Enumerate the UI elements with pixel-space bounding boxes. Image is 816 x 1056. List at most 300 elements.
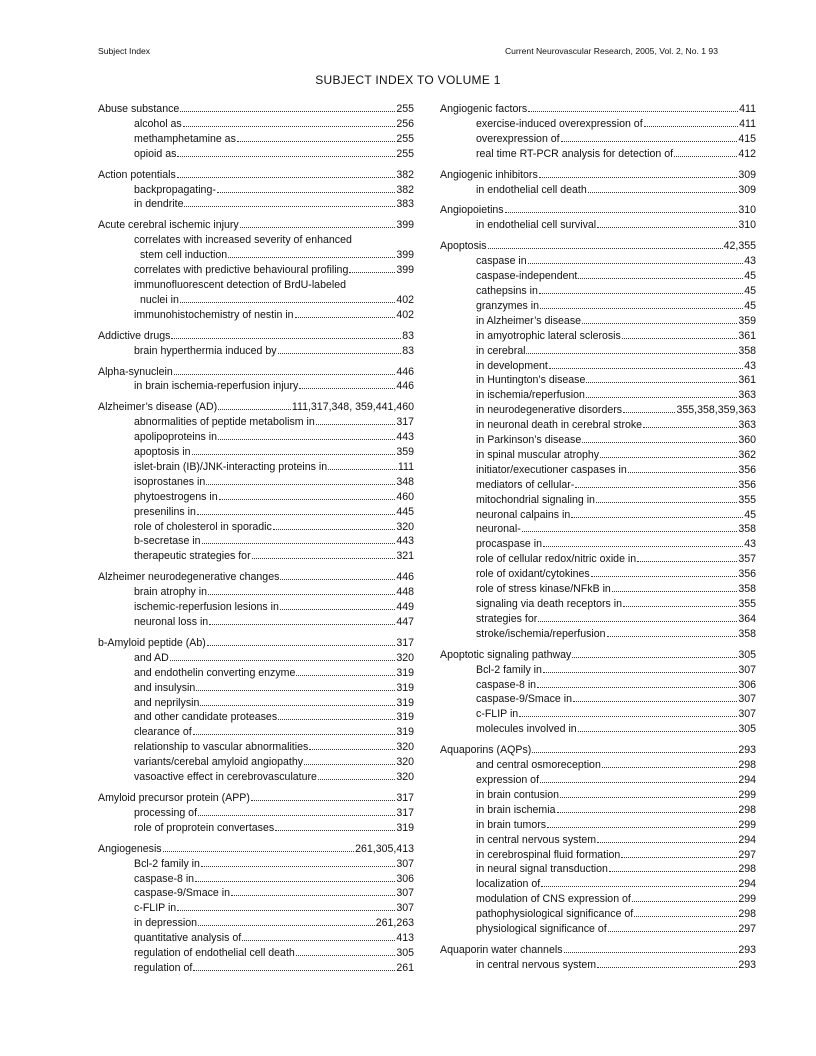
index-subentry (98, 520, 414, 535)
index-term: in ischemia/reperfusion (476, 389, 585, 402)
index-term: procaspase in (476, 538, 542, 551)
index-term: in central nervous system (476, 958, 597, 971)
index-heading-row (98, 329, 414, 344)
page-numbers: 361 (738, 374, 756, 387)
index-heading-row (98, 218, 414, 233)
dot-leader (170, 660, 396, 661)
index-term: processing of (134, 806, 198, 819)
index-term: in cerebrospinal fluid formation (476, 848, 621, 861)
index-heading-row (440, 102, 756, 117)
index-term: in brain ischemia-reperfusion injury (134, 380, 299, 393)
index-entry (440, 743, 756, 937)
page-numbers: 320 (396, 771, 414, 784)
index-heading-row (98, 636, 414, 651)
dot-leader (349, 272, 395, 273)
page-numbers: 362 (738, 448, 756, 461)
index-entry (98, 168, 414, 213)
index-subentry (440, 922, 756, 937)
index-entry (440, 203, 756, 233)
index-subentry (440, 567, 756, 582)
index-term: physiological significance of (476, 923, 607, 936)
dot-leader (278, 719, 395, 720)
index-term: vasoactive effect in cerebrovasculature (134, 771, 317, 784)
index-subentry (440, 403, 756, 418)
dot-leader (538, 621, 737, 622)
page-numbers: 358 (738, 627, 756, 640)
page-numbers: 294 (738, 833, 756, 846)
dot-leader (208, 594, 395, 595)
page-numbers: 309 (738, 168, 756, 181)
index-term: signaling via death receptors in (476, 598, 623, 610)
page-numbers: 309 (738, 183, 756, 196)
dot-leader (242, 940, 395, 941)
page-numbers: 320 (396, 741, 414, 754)
dot-leader (575, 487, 737, 488)
index-subentry (98, 344, 414, 359)
dot-leader (571, 517, 743, 518)
index-subentry (98, 931, 414, 946)
page-numbers: 382 (396, 183, 414, 196)
index-subentry (440, 508, 756, 523)
index-term: neuronal calpains in (476, 508, 571, 521)
page-numbers: 446 (396, 571, 414, 584)
page-numbers: 411 (739, 117, 756, 130)
index-term: in development (476, 359, 548, 372)
index-entry (98, 636, 414, 785)
index-subentry (98, 183, 414, 198)
index-term: in amyotrophic lateral sclerosis (476, 329, 621, 342)
page-numbers: 320 (396, 756, 414, 769)
index-term: clearance of (134, 726, 192, 739)
page-numbers: 448 (396, 586, 414, 599)
index-term: in neurodegenerative disorders (476, 404, 623, 417)
page-numbers: 443 (396, 431, 414, 444)
index-heading-row (98, 842, 414, 857)
dot-leader (252, 558, 396, 559)
page-numbers: 111 (397, 460, 414, 473)
page-numbers: 447 (396, 616, 414, 628)
page-numbers: 320 (396, 651, 414, 664)
dot-leader (564, 952, 738, 953)
index-term: role of proprotein convertases (134, 821, 275, 834)
index-term: in endothelial cell death (476, 183, 587, 196)
page-numbers: 363 (738, 419, 756, 432)
index-term: in spinal muscular atrophy (476, 448, 600, 461)
dot-leader (217, 192, 395, 193)
index-subentry (440, 388, 756, 403)
index-term: Alzheimer neurodegenerative changes (98, 571, 280, 584)
index-subentry (98, 278, 414, 293)
dot-leader (318, 779, 395, 780)
dot-leader (609, 871, 737, 872)
page-numbers: 298 (738, 863, 756, 876)
index-subentry (98, 821, 414, 836)
dot-leader (304, 764, 395, 765)
index-subentry (98, 117, 414, 132)
index-term: Abuse substance (98, 103, 180, 115)
index-subentry (440, 892, 756, 907)
index-subentry (98, 886, 414, 901)
index-term: therapeutic strategies for (134, 550, 251, 563)
index-term: in brain ischemia (476, 803, 556, 816)
index-term: quantitative analysis of (134, 932, 242, 945)
index-term: caspase in (476, 255, 527, 268)
index-subentry (98, 263, 414, 278)
dot-leader (621, 857, 737, 858)
index-term: brain atrophy in (134, 586, 208, 599)
index-subentry (98, 505, 414, 520)
page-numbers: 358 (738, 583, 756, 596)
dot-leader (607, 636, 738, 637)
dot-leader (526, 353, 737, 354)
index-subentry (98, 946, 414, 961)
page-numbers: 319 (396, 666, 414, 679)
page-numbers: 358 (738, 344, 756, 357)
dot-leader (547, 827, 737, 828)
dot-leader (251, 800, 395, 801)
dot-leader (586, 397, 737, 398)
index-term: Alpha-synuclein (98, 365, 173, 378)
page-numbers: 446 (396, 380, 414, 393)
page-numbers: 399 (396, 249, 414, 262)
page-numbers: 317 (396, 636, 414, 649)
index-term: immunofluorescent detection of BrdU-labeled (134, 278, 346, 291)
index-term: in brain tumors (476, 818, 547, 831)
index-heading-row (98, 168, 414, 183)
page-numbers: 83 (402, 329, 414, 342)
dot-leader (180, 302, 395, 303)
index-term: Action potentials (98, 168, 176, 181)
dot-leader (296, 675, 395, 676)
page-numbers: 307 (396, 902, 414, 915)
index-term: brain hyperthermia induced by (134, 344, 277, 357)
dot-leader (316, 424, 396, 425)
page-numbers: 359 (738, 314, 756, 327)
index-heading-row (98, 102, 414, 117)
dot-leader (560, 797, 737, 798)
index-term: Alzheimer’s disease (AD) (98, 401, 218, 414)
index-subentry (98, 147, 414, 162)
page-numbers: 293 (738, 744, 756, 757)
index-term: correlates with increased severity of enhanced (134, 234, 352, 247)
dot-leader (578, 278, 743, 279)
dot-leader (309, 749, 395, 750)
dot-leader (295, 317, 396, 318)
page-numbers: 299 (738, 788, 756, 801)
dot-leader (177, 910, 395, 911)
page-numbers: 261 (396, 961, 414, 974)
page-title: SUBJECT INDEX TO VOLUME 1 (315, 73, 501, 87)
dot-leader (674, 156, 737, 157)
page-numbers: 45 (744, 508, 756, 521)
index-subentry (440, 329, 756, 344)
index-subentry (440, 663, 756, 678)
page-numbers: 45 (744, 284, 756, 297)
index-term: role of stress kinase/NFkB in (476, 583, 611, 596)
index-subentry (440, 344, 756, 359)
dot-leader (280, 609, 395, 610)
dot-leader (296, 955, 396, 956)
index-term: pathophysiological significance of (476, 908, 634, 921)
dot-leader (180, 111, 395, 112)
index-subentry (440, 678, 756, 693)
index-subentry (98, 475, 414, 490)
index-subentry (98, 615, 414, 630)
dot-leader (537, 687, 737, 688)
index-heading-row (440, 943, 756, 958)
dot-leader (522, 531, 738, 532)
dot-leader (540, 782, 737, 783)
page-numbers: 357 (738, 553, 756, 566)
index-term: in brain contusion (476, 788, 560, 801)
dot-leader (528, 263, 744, 264)
index-term: role of oxidant/cytokines (476, 568, 590, 581)
page-numbers: 361 (738, 329, 756, 342)
index-subentry (98, 132, 414, 147)
index-term: Bcl-2 family in (134, 857, 200, 870)
index-subentry (440, 833, 756, 848)
dot-leader (193, 970, 395, 971)
dot-leader (196, 690, 395, 691)
page-numbers: 307 (738, 693, 756, 706)
page-numbers: 355 (738, 598, 756, 610)
page-numbers: 319 (396, 681, 414, 694)
page-numbers: 399 (396, 219, 414, 232)
index-subentry (98, 293, 414, 308)
dot-leader (207, 645, 396, 646)
dot-leader (328, 469, 397, 470)
page-numbers: 449 (396, 601, 414, 614)
index-term: mitochondrial signaling in (476, 493, 595, 506)
page-numbers: 310 (738, 204, 756, 217)
index-term: b-secretase in (134, 535, 201, 548)
index-term: in Parkinson’s disease (476, 434, 582, 447)
index-subentry (98, 901, 414, 916)
index-subentry (440, 373, 756, 388)
index-subentry (440, 803, 756, 818)
index-term: and other candidate proteases (134, 711, 278, 724)
dot-leader (600, 457, 737, 458)
index-entry (440, 102, 756, 162)
index-term: Amyloid precursor protein (APP) (98, 791, 250, 804)
page-numbers: 83 (402, 344, 414, 357)
index-subentry (440, 478, 756, 493)
index-term: and AD (134, 651, 169, 664)
dot-leader (197, 514, 395, 515)
index-subentry (98, 233, 414, 248)
index-subentry (98, 857, 414, 872)
index-subentry (440, 269, 756, 284)
dot-leader (582, 323, 737, 324)
dot-leader (237, 141, 395, 142)
index-entry (98, 570, 414, 630)
index-subentry (98, 681, 414, 696)
page-numbers: 45 (744, 270, 756, 283)
dot-leader (240, 227, 396, 228)
index-term: role of cholesterol in sporadic (134, 520, 272, 533)
index-subentry (440, 788, 756, 803)
index-term: real time RT-PCR analysis for detection of (476, 147, 674, 160)
dot-leader (543, 672, 737, 673)
index-subentry (440, 117, 756, 132)
dot-leader (202, 543, 396, 544)
dot-leader (539, 293, 743, 294)
index-term: apoptosis in (134, 446, 191, 459)
index-term: c-FLIP in (134, 902, 177, 915)
index-term: and insulysin (134, 681, 196, 694)
index-term: in neural signal transduction (476, 863, 608, 876)
dot-leader (177, 177, 396, 178)
page-numbers: 306 (738, 678, 756, 691)
page-numbers: 356 (738, 463, 756, 476)
dot-leader (573, 701, 737, 702)
dot-leader (643, 427, 737, 428)
dot-leader (177, 156, 395, 157)
index-term: ischemic-reperfusion lesions in (134, 601, 279, 614)
index-subentry (440, 582, 756, 597)
index-subentry (98, 600, 414, 615)
dot-leader (578, 731, 738, 732)
dot-leader (632, 901, 737, 902)
dot-leader (623, 412, 675, 413)
index-heading-row (98, 400, 414, 415)
page-numbers: 319 (396, 821, 414, 834)
page-numbers: 305 (738, 648, 756, 661)
index-entry (98, 102, 414, 162)
index-subentry (98, 248, 414, 263)
page-numbers: 299 (738, 893, 756, 906)
index-subentry (440, 522, 756, 537)
dot-leader (206, 484, 395, 485)
index-term: regulation of endothelial cell death (134, 947, 295, 960)
page-numbers: 319 (396, 696, 414, 709)
index-term: presenilins in (134, 505, 196, 518)
index-term: Aquaporin water channels (440, 943, 563, 956)
index-entry (98, 329, 414, 359)
page-numbers: 415 (738, 132, 756, 145)
index-term: in cerebral (476, 344, 526, 357)
dot-leader (219, 499, 396, 500)
dot-leader (209, 624, 395, 625)
index-entry (440, 943, 756, 973)
page-numbers: 412 (738, 147, 756, 160)
index-heading-row (98, 570, 414, 585)
index-term: stroke/ischemia/reperfusion (476, 627, 606, 640)
page-numbers: 356 (738, 568, 756, 581)
index-subentry (440, 433, 756, 448)
index-subentry (440, 758, 756, 773)
index-subentry (98, 415, 414, 430)
page-numbers: 358 (738, 523, 756, 536)
index-subentry (440, 448, 756, 463)
index-term: Acute cerebral ischemic injury (98, 219, 239, 232)
index-term: overexpression of (476, 132, 560, 145)
index-subentry (98, 460, 414, 475)
index-term: granzymes in (476, 299, 539, 312)
dot-leader (541, 886, 737, 887)
page-numbers: 294 (738, 878, 756, 891)
index-term: molecules involved in (476, 723, 577, 736)
index-term: Angiogenesis (98, 842, 162, 855)
index-subentry (440, 147, 756, 162)
index-subentry (440, 773, 756, 788)
page-numbers: 355,358,359,363 (676, 404, 756, 417)
index-heading-row (440, 743, 756, 758)
index-entry (440, 168, 756, 198)
index-subentry (98, 445, 414, 460)
dot-leader (597, 842, 737, 843)
page-numbers: 305 (738, 723, 756, 736)
dot-leader (591, 576, 738, 577)
index-subentry (98, 308, 414, 323)
page-numbers: 297 (738, 923, 756, 936)
index-entry (98, 791, 414, 836)
index-term: caspase-8 in (134, 872, 195, 885)
header-section-label: Subject Index (98, 46, 151, 56)
index-subentry (440, 692, 756, 707)
index-subentry (98, 197, 414, 212)
index-heading-row (440, 203, 756, 218)
index-subentry (98, 872, 414, 887)
index-subentry (98, 490, 414, 505)
index-subentry (98, 806, 414, 821)
index-term: in Huntington’s disease (476, 374, 586, 387)
index-subentry (98, 710, 414, 725)
index-term: and endothelin converting enzyme (134, 666, 296, 679)
dot-leader (596, 502, 737, 503)
page-numbers: 297 (738, 848, 756, 861)
index-heading-row (440, 648, 756, 663)
index-term: initiator/executioner caspases in (476, 463, 627, 476)
index-term: Apoptosis (440, 240, 487, 253)
index-term: methamphetamine as (134, 132, 236, 145)
page-numbers: 319 (396, 726, 414, 739)
page-numbers: 321 (396, 550, 414, 563)
index-subentry (98, 916, 414, 931)
index-term: opioid as (134, 147, 177, 160)
index-term: exercise-induced overexpression of (476, 117, 643, 130)
page-numbers: 261,305,413 (355, 842, 414, 855)
index-column-left (98, 102, 414, 976)
dot-leader (201, 866, 395, 867)
page-numbers: 298 (738, 908, 756, 921)
index-heading-row (98, 791, 414, 806)
page-numbers: 255 (396, 132, 414, 145)
index-term: and neprilysin (134, 696, 200, 709)
index-term: expression of (476, 773, 540, 786)
index-term: Bcl-2 family in (476, 663, 542, 676)
index-entry (98, 365, 414, 395)
dot-leader (278, 353, 402, 354)
page-numbers: 356 (738, 478, 756, 491)
index-term: caspase-9/Smace in (134, 887, 230, 900)
index-subentry (98, 725, 414, 740)
index-term: correlates with predictive behavioural profiling (134, 264, 349, 277)
page-numbers: 460 (396, 490, 414, 503)
index-entry (98, 400, 414, 564)
index-term: Apoptotic signaling pathway (440, 648, 572, 661)
index-subentry (98, 585, 414, 600)
running-header (98, 46, 718, 60)
index-term: Addictive drugs (98, 329, 171, 342)
dot-leader (299, 388, 395, 389)
index-term: cathepsins in (476, 284, 538, 297)
index-subentry (98, 430, 414, 445)
dot-leader (231, 895, 395, 896)
page-numbers: 363 (738, 389, 756, 402)
index-subentry (98, 379, 414, 394)
index-term: mediators of cellular- (476, 478, 575, 491)
